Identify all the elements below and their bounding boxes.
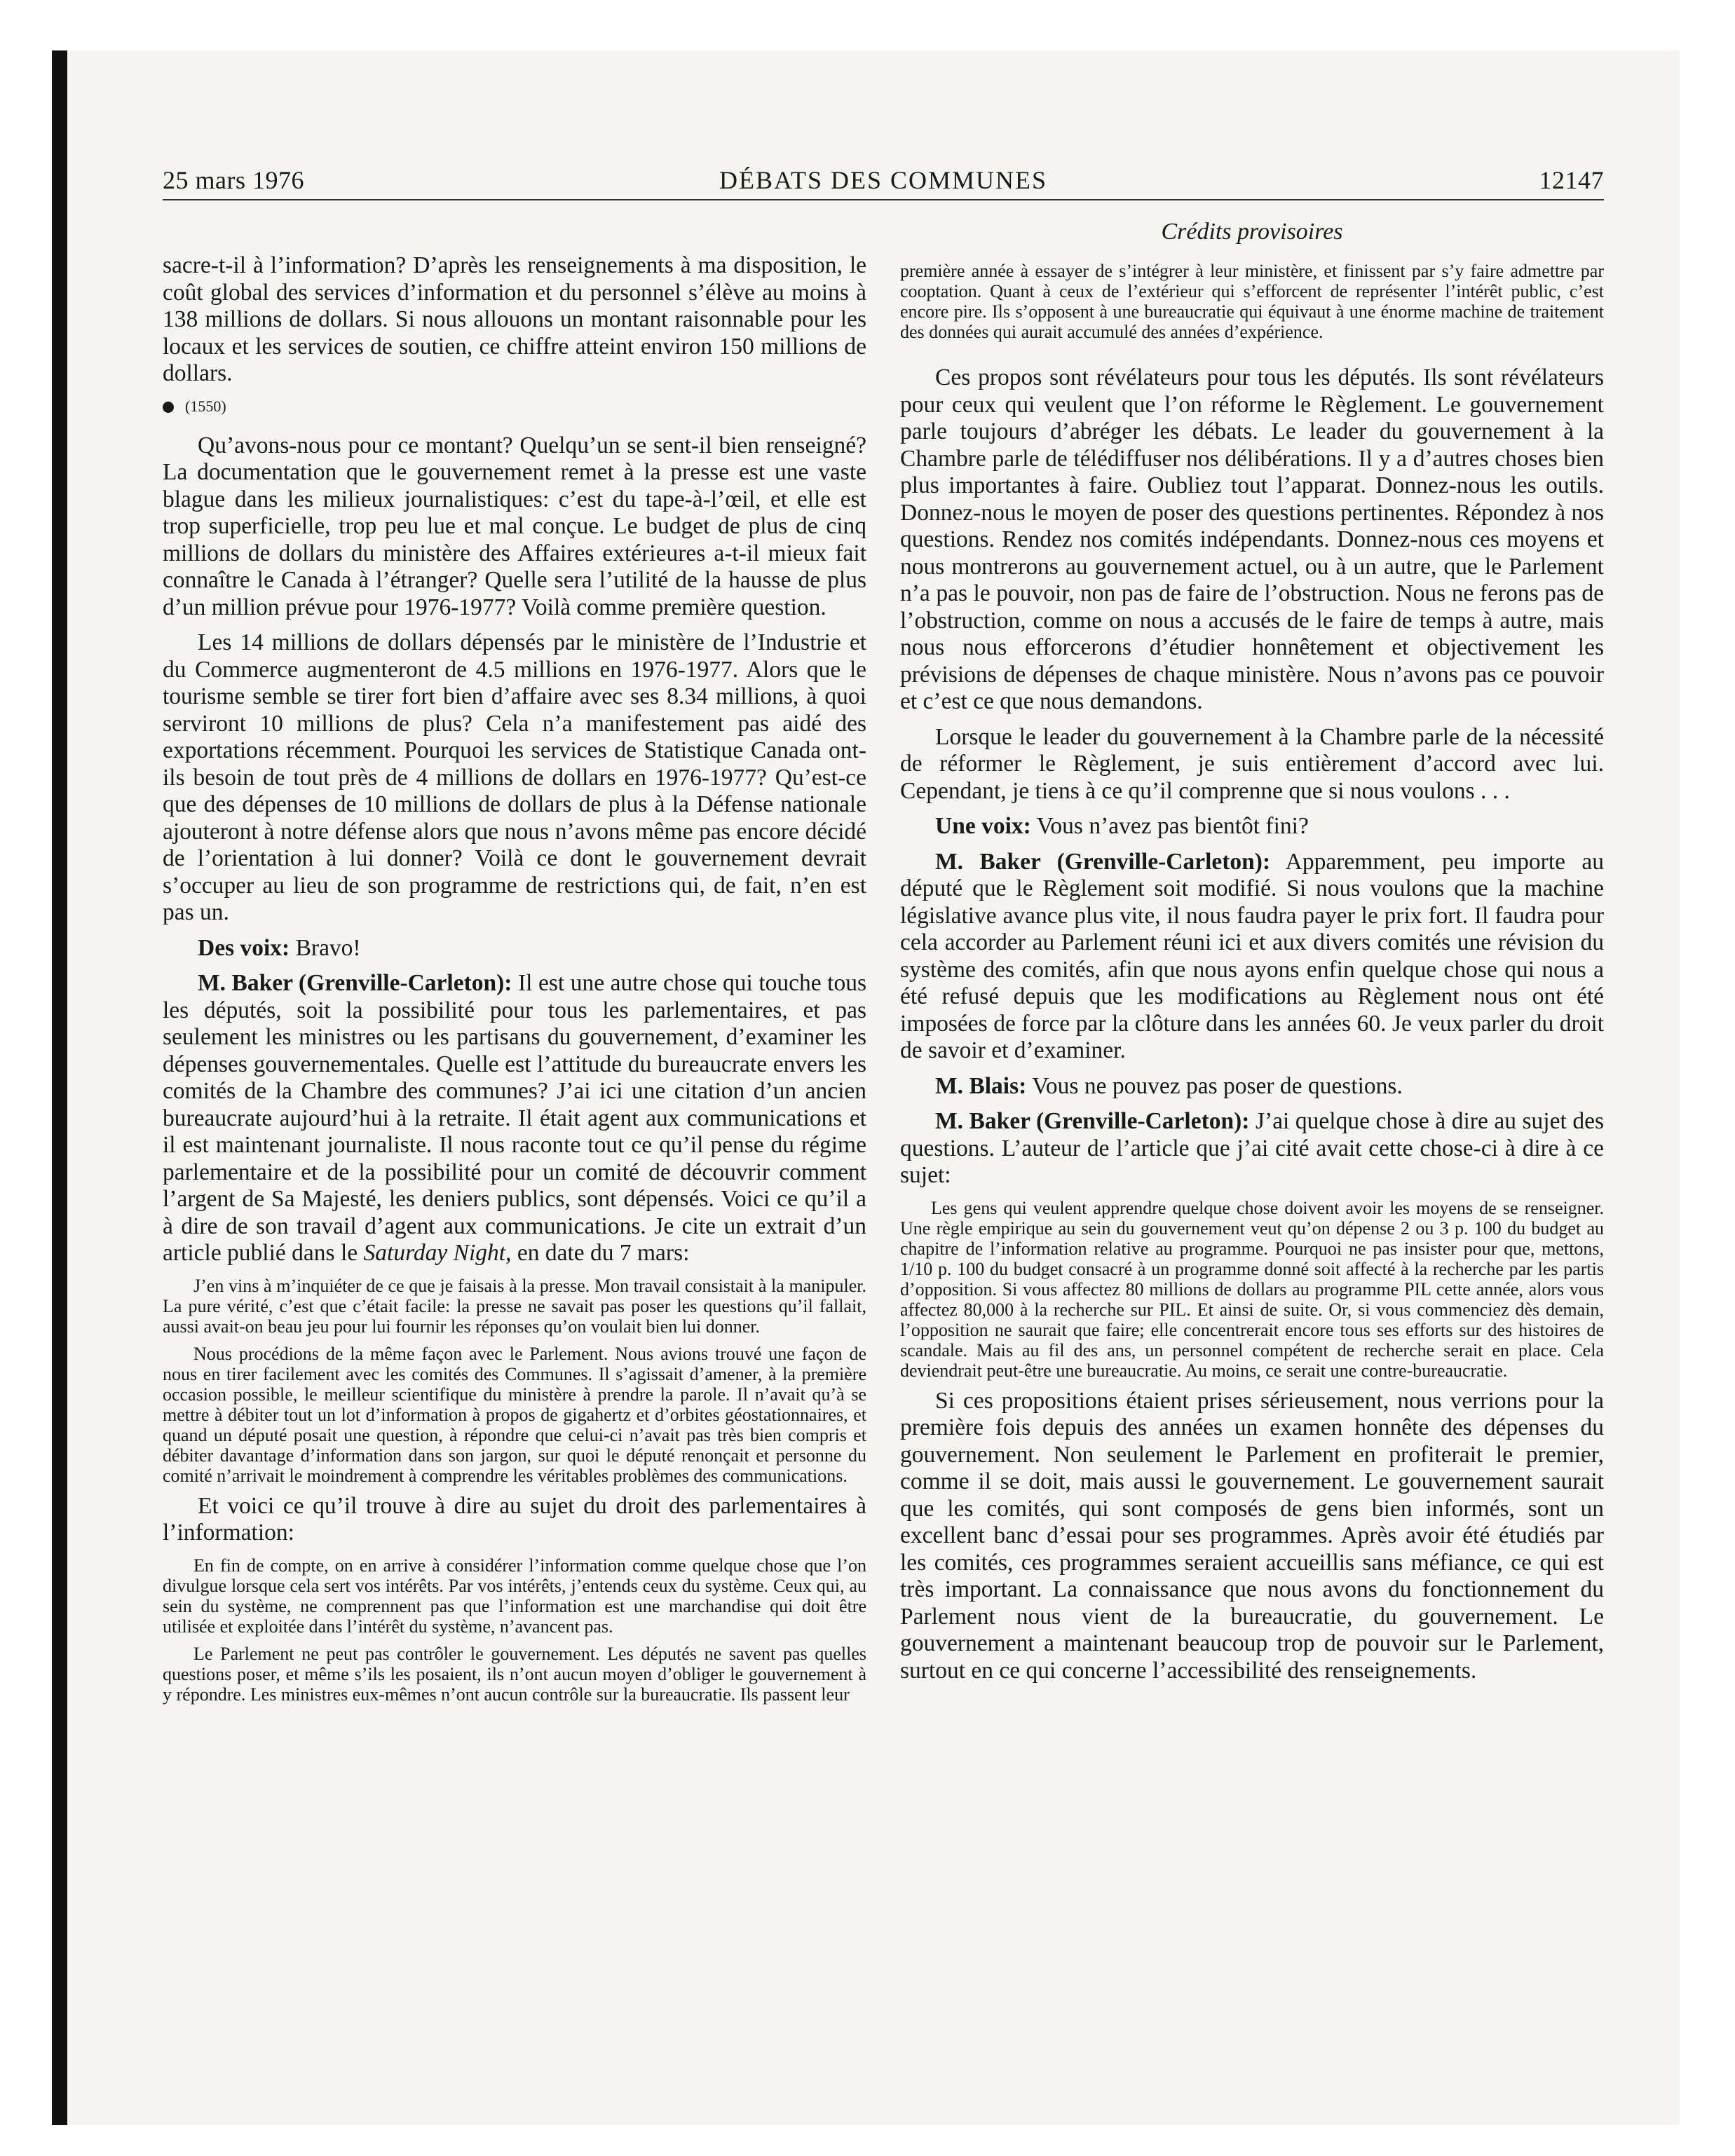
header-rule <box>163 199 1604 200</box>
quotation: J’en vins à m’inquiéter de ce que je faisais à la presse. Mon travail consistait à la manipuler. La pure vérité, c’est que c’était facile: la presse ne savait pas poser les questions qu’il fallait, aussi avait-on beau jeu pour lui fournir les réponses qu’on voulait bien lui donner. <box>163 1275 866 1337</box>
speaker-name: M. Baker (Grenville-Carleton): <box>935 848 1271 875</box>
speech-text: Il est une autre chose qui touche tous les députés, soit la possibilité pour tous les parlementaires, et pas seulement les ministres ou les partisans du gouvernement, d’examiner les dépenses gouvernementales. Quelle est l’attitude du bureaucrate envers les comités de la Chambre des communes? J’ai ici une citation d’un ancien bureaucrate aujourd’hui à la retraite. Il était agent aux communications et il est maintenant journaliste. Il nous raconte tout ce qu’il pense du régime parlementaire et de la possibilité pour un comité de découvrir comment l’argent de Sa Majesté, les deniers publics, sont dépensés. Voici ce qu’il a à dire de son travail d’agent aux communications. Je cite un extrait d’un article publié dans le <box>163 970 867 1266</box>
paragraph: Qu’avons-nous pour ce montant? Quelqu’un se sent-il bien renseigné? La documentation que le gouvernement remet à la presse est une vaste blague dans les milieux journalistiques: c’est du tape-à-l’œil, et elle est trop superficielle, trop peu lue et mal conçue. Le budget de plus de cinq millions de dollars du ministère des Affaires extérieures a-t-il mieux fait connaître le Canada à l’étranger? Quelle sera l’utilité de la hausse de plus d’un million prévue pour 1976-1977? Voilà comme première question. <box>163 432 866 620</box>
speech-text: Vous n’avez pas bientôt fini? <box>1036 813 1309 839</box>
header-title: DÉBATS DES COMMUNES <box>719 166 1048 194</box>
speech-paragraph <box>900 1073 1604 1100</box>
paragraph: Si ces propositions étaient prises sérieusement, nous verrions pour la première fois depuis des années un examen honnête des dépenses du gouvernement. Non seulement le Parlement en profiterait le premier, comme il se doit, mais aussi le gouvernement. Le gouvernement saurait que les comités, qui sont composés de gens bien informés, sont un excellent banc d’essai pour ses programmes. Après avoir été étudiés par les comités, ces programmes seraient accueillis sans méfiance, ce qui est très important. La connaissance que nous avons du fonctionnement du Parlement nous vient de la bureaucratie, du gouvernement. Le gouvernement a maintenant beaucoup trop de pouvoir sur le Parlement, surtout en ce qui concerne l’accessibilité des renseignements. <box>900 1387 1604 1684</box>
section-title: Crédits provisoires <box>1161 219 1343 245</box>
paragraph: Ces propos sont révélateurs pour tous les députés. Ils sont révélateurs pour ceux qui veulent que l’on réforme le Règlement. Le gouvernement parle toujours d’abréger les débats. Le leader du gouvernement à la Chambre parle de télédiffuser nos délibérations. Il y a d’autres choses bien plus importantes à faire. Oubliez tout l’apparat. Donnez-nous les outils. Donnez-nous le moyen de poser des questions pertinentes. Répondez à nos questions. Rendez nos comités indépendants. Donnez-nous ces moyens et nous montrerons au gouvernement actuel, ou à un autre, que le Parlement n’a pas le pouvoir, non pas de faire de l’obstruction. Nous ne ferons pas de l’obstruction, comme on nous a accusés de le faire de temps à autre, mais nous nous efforcerons d’étudier honnêtement et objectivement les prévisions de dépenses de chaque ministère. Nous n’avons pas ce pouvoir et c’est ce que nous demandons. <box>900 364 1604 714</box>
bullet-icon <box>163 402 174 413</box>
speech-text: Vous ne pouvez pas poser de questions. <box>1032 1072 1403 1099</box>
speech-paragraph <box>163 970 866 1267</box>
speech-paragraph <box>900 849 1604 1065</box>
speech-text: Apparemment, peu importe au député que le Règlement soit modifié. Si nous voulons que la machine législative avance plus vite, il nous faudra payer le prix fort. Il faudra pour cela accorder au Parlement réuni ici et aux divers comités une révision du système des comités, afin que nous ayons enfin quelque chose qui nous a été refusé depuis que les modifications au Règlement nous ont été imposées de force par la clôture dans les années 60. Je veux parler du droit de savoir et d’examiner. <box>900 848 1604 1063</box>
speech-paragraph <box>163 935 866 962</box>
publication-title: Saturday Night <box>363 1240 506 1266</box>
speech-text: J’ai quelque chose à dire au sujet des questions. L’auteur de l’article que j’ai cité avait cette chose-ci à dire à ce sujet: <box>900 1108 1604 1188</box>
quotation: En fin de compte, on en arrive à considérer l’information comme quelque chose que l’on divulgue lorsque cela sert vos intérêts. Par vos intérêts, j’entends ceux du système. Ceux qui, au sein du système, ne comprennent pas que l’information est une marchandise qui doit être utilisée et exploitée dans l’intérêt du système, n’avancent pas. <box>163 1555 866 1637</box>
speech-paragraph <box>900 813 1604 840</box>
time-marker-label: (1550) <box>185 397 226 415</box>
speaker-name: M. Baker (Grenville-Carleton): <box>935 1108 1250 1134</box>
paragraph: sacre-t-il à l’information? D’après les renseignements à ma disposition, le coût global des services d’information et du personnel s’élève au moins à 138 millions de dollars. Si nous allouons un montant raisonnable pour les locaux et les services de soutien, ce chiffre atteint environ 150 millions de dollars. <box>163 252 866 386</box>
time-marker <box>163 396 866 417</box>
quotation-continued: première année à essayer de s’intégrer à leur ministère, et finissent par s’y faire admettre par cooptation. Quant à ceux de l’extérieur qui s’efforcent de représenter l’intérêt public, c’est encore pire. Ils s’opposent à une bureaucratie qui équivaut à une énorme machine de traitement des données qui aurait accumulé des années d’expérience. <box>900 261 1604 342</box>
speaker-name: M. Blais: <box>935 1072 1027 1099</box>
speaker-name: M. Baker (Grenville-Carleton): <box>198 970 512 996</box>
speech-text: Bravo! <box>295 934 361 961</box>
quotation: Le Parlement ne peut pas contrôler le gouvernement. Les députés ne savent pas quelles questions poser, et même s’ils les posaient, ils n’ont aucun moyen d’obliger le gouvernement à y répondre. Les ministres eux-mêmes n’ont aucun contrôle sur la bureaucratie. Ils passent leur <box>163 1643 866 1705</box>
paragraph: Lorsque le leader du gouvernement à la Chambre parle de la nécessité de réformer le Règlement, je suis entièrement d’accord avec lui. Cependant, je tiens à ce qu’il comprenne que si nous voulons . . . <box>900 723 1604 804</box>
left-column <box>163 252 866 1712</box>
scan-edge-bar <box>52 50 67 2125</box>
speaker-name: Des voix: <box>198 934 290 961</box>
page-header <box>163 165 1604 207</box>
header-date: 25 mars 1976 <box>163 166 304 194</box>
quotation: Les gens qui veulent apprendre quelque chose doivent avoir les moyens de se renseigner. Une règle empirique au sein du gouvernement veut qu’on dépense 2 ou 3 p. 100 du budget au chapitre de l’information relative au programme. Pourquoi ne pas insister pour que, mettons, 1/10 p. 100 du budget consacré à un programme donné soit affecté à la recherche par les partis d’opposition. Si vous affectez 80 millions de dollars au programme PIL cette année, alors vous affectez 80,000 à la recherche sur PIL. Et ainsi de suite. Or, si vous commenciez dès demain, l’opposition ne saurait que faire; elle concentrerait encore tous ses efforts sur des histoires de scandale. Mais au fil des ans, un personnel compétent de recherche serait en place. Cela deviendrait peut-être une bureaucratie. Au moins, ce serait une contre-bureaucratie. <box>900 1197 1604 1381</box>
paragraph: Et voici ce qu’il trouve à dire au sujet du droit des parlementaires à l’information: <box>163 1492 866 1546</box>
right-column <box>900 261 1604 1693</box>
quotation: Nous procédions de la même façon avec le Parlement. Nous avions trouvé une façon de nous en tirer facilement avec les comités des Communes. Il s’agissait d’amener, à la première occasion possible, le meilleur scientifique du ministère à prendre la parole. Il n’avait qu’à se mettre à débiter tout un lot d’information à propos de gigahertz et d’orbites géostationnaires, et quand un député posait une question, à répondre que celui-ci n’avait pas très bien compris et débiter davantage d’information dans son jargon, sur quoi le député renonçait et personne du comité n’arrivait le moindrement à comprendre les véritables problèmes des communications. <box>163 1343 866 1486</box>
paragraph: Les 14 millions de dollars dépensés par le ministère de l’Industrie et du Commerce augmenteront de 4.5 millions en 1976-1977. Alors que le tourisme semble se tirer fort bien d’affaire avec ses 8.34 millions, à quoi serviront 10 millions de plus? Cela n’a manifestement pas aidé des exportations récemment. Pourquoi les services de Statistique Canada ont-ils besoin de tout près de 4 millions de dollars en 1976-1977? Qu’est-ce que des dépenses de 10 millions de dollars de plus à la Défense nationale ajouteront à notre défense alors que nous n’avons même pas encore décidé de l’orientation à lui donner? Voilà ce dont le gouvernement devrait s’occuper au lieu de son programme de restrictions qui, de fait, n’en est pas un. <box>163 629 866 925</box>
header-page-number: 12147 <box>1539 166 1604 194</box>
speech-text-end: , en date du 7 mars: <box>505 1240 690 1266</box>
speaker-name: Une voix: <box>935 813 1031 839</box>
speech-paragraph <box>900 1108 1604 1189</box>
